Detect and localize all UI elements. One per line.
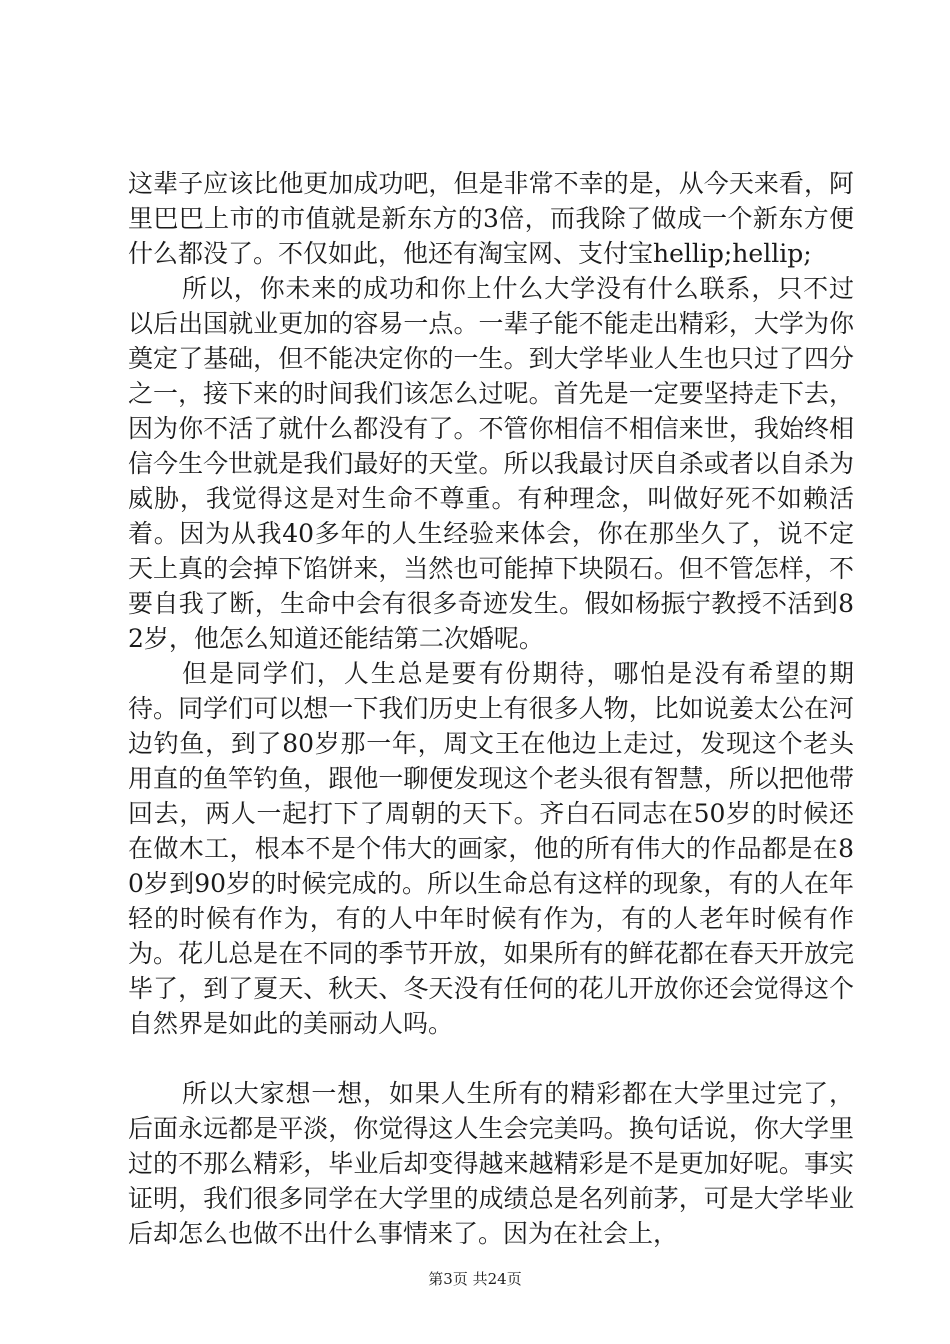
paragraph-gap — [128, 1041, 854, 1076]
paragraph-1: 这辈子应该比他更加成功吧，但是非常不幸的是，从今天来看，阿里巴巴上市的市值就是新东方的3倍，而我除了做成一个新东方便什么都没了。不仅如此，他还有淘宝网、支付宝hellip;hellip; — [128, 169, 854, 268]
page-footer: 第3页 共24页 — [428, 1270, 522, 1288]
paragraph-4: 所以大家想一想，如果人生所有的精彩都在大学里过完了，后面永远都是平淡，你觉得这人生会完美吗。换句话说，你大学里过的不那么精彩，毕业后却变得越来越精彩是不是更加好呢。事实证明，我们很多同学在大学里的成绩总是名列前茅，可是大学毕业后却怎么也做不出什么事情来了。因为在社会上， — [128, 1079, 854, 1248]
paragraph-2: 所以，你未来的成功和你上什么大学没有什么联系，只不过以后出国就业更加的容易一点。一辈子能不能走出精彩，大学为你奠定了基础，但不能决定你的一生。到大学毕业人生也只过了四分之一，接下来的时间我们该怎么过呢。首先是一定要坚持走下去，因为你不活了就什么都没有了。不管你相信不相信来世，我始终相信今生今世就是我们最好的天堂。所以我最讨厌自杀或者以自杀为威胁，我觉得这是对生命不尊重。有种理念，叫做好死不如赖活着。因为从我40多年的人生经验来体会，你在那坐久了，说不定天上真的会掉下馅饼来，当然也可能掉下块陨石。但不管怎样，不要自我了断，生命中会有很多奇迹发生。假如杨振宁教授不活到82岁，他怎么知道还能结第二次婚呢。 — [128, 274, 854, 653]
paragraph-3: 但是同学们，人生总是要有份期待，哪怕是没有希望的期待。同学们可以想一下我们历史上有很多人物，比如说姜太公在河边钓鱼，到了80岁那一年，周文王在他边上走过，发现这个老头用直的鱼竿钓鱼，跟他一聊便发现这个老头很有智慧，所以把他带回去，两人一起打下了周朝的天下。齐白石同志在50岁的时候还在做木工，根本不是个伟大的画家，他的所有伟大的作品都是在80岁到90岁的时候完成的。所以生命总有这样的现象，有的人在年轻的时候有作为，有的人中年时候有作为，有的人老年时候有作为。花儿总是在不同的季节开放，如果所有的鲜花都在春天开放完毕了，到了夏天、秋天、冬天没有任何的花儿开放你还会觉得这个自然界是如此的美丽动人吗。 — [128, 659, 854, 1038]
document-body — [128, 166, 854, 1251]
